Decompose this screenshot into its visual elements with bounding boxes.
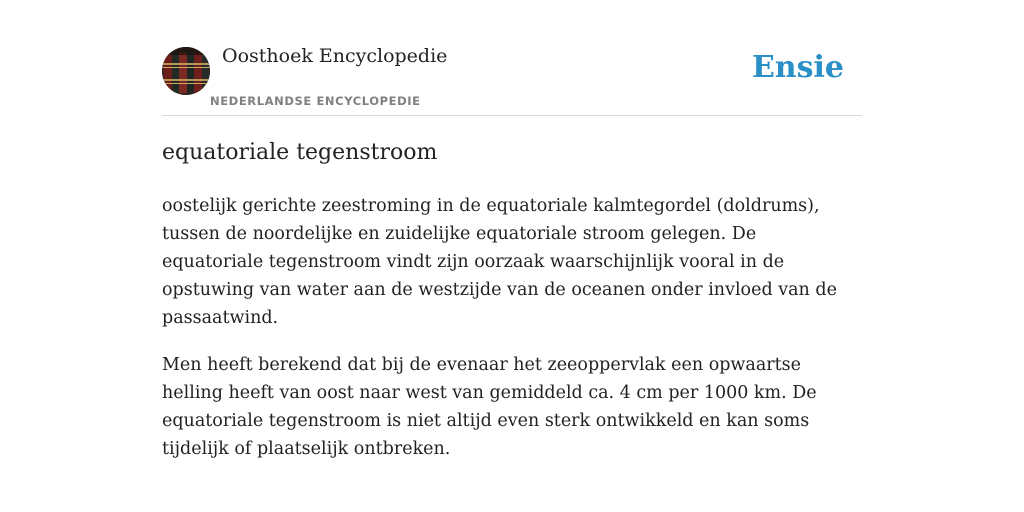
article-paragraph: oostelijk gerichte zeestroming in de equatoriale kalmtegordel (doldrums), tussen de noordelijke en zuidelijke equatoriale stroom gelegen. De equatoriale tegenstroom vindt zijn oorzaak waarschijnlijk vooral in de opstuwing van water aan de westzijde van de oceanen onder invloed van de passaatwind. — [162, 196, 837, 328]
article-title: equatoriale tegenstroom — [162, 140, 438, 165]
article-content — [162, 192, 862, 482]
site-header — [162, 0, 862, 116]
article-paragraph: Men heeft berekend dat bij de evenaar het zeeoppervlak een opwaartse helling heeft van oost naar west van gemiddeld ca. 4 cm per 1000 km. De equatoriale tegenstroom is niet altijd even sterk ontwikkeld en kan soms tijdelijk of plaatselijk ontbreken. — [162, 355, 817, 459]
encyclopedia-books-icon[interactable] — [162, 47, 210, 95]
site-title[interactable]: Oosthoek Encyclopedie — [222, 45, 448, 67]
site-subtitle: NEDERLANDSE ENCYCLOPEDIE — [210, 94, 421, 108]
brand-logo-link[interactable]: Ensie — [751, 50, 844, 85]
